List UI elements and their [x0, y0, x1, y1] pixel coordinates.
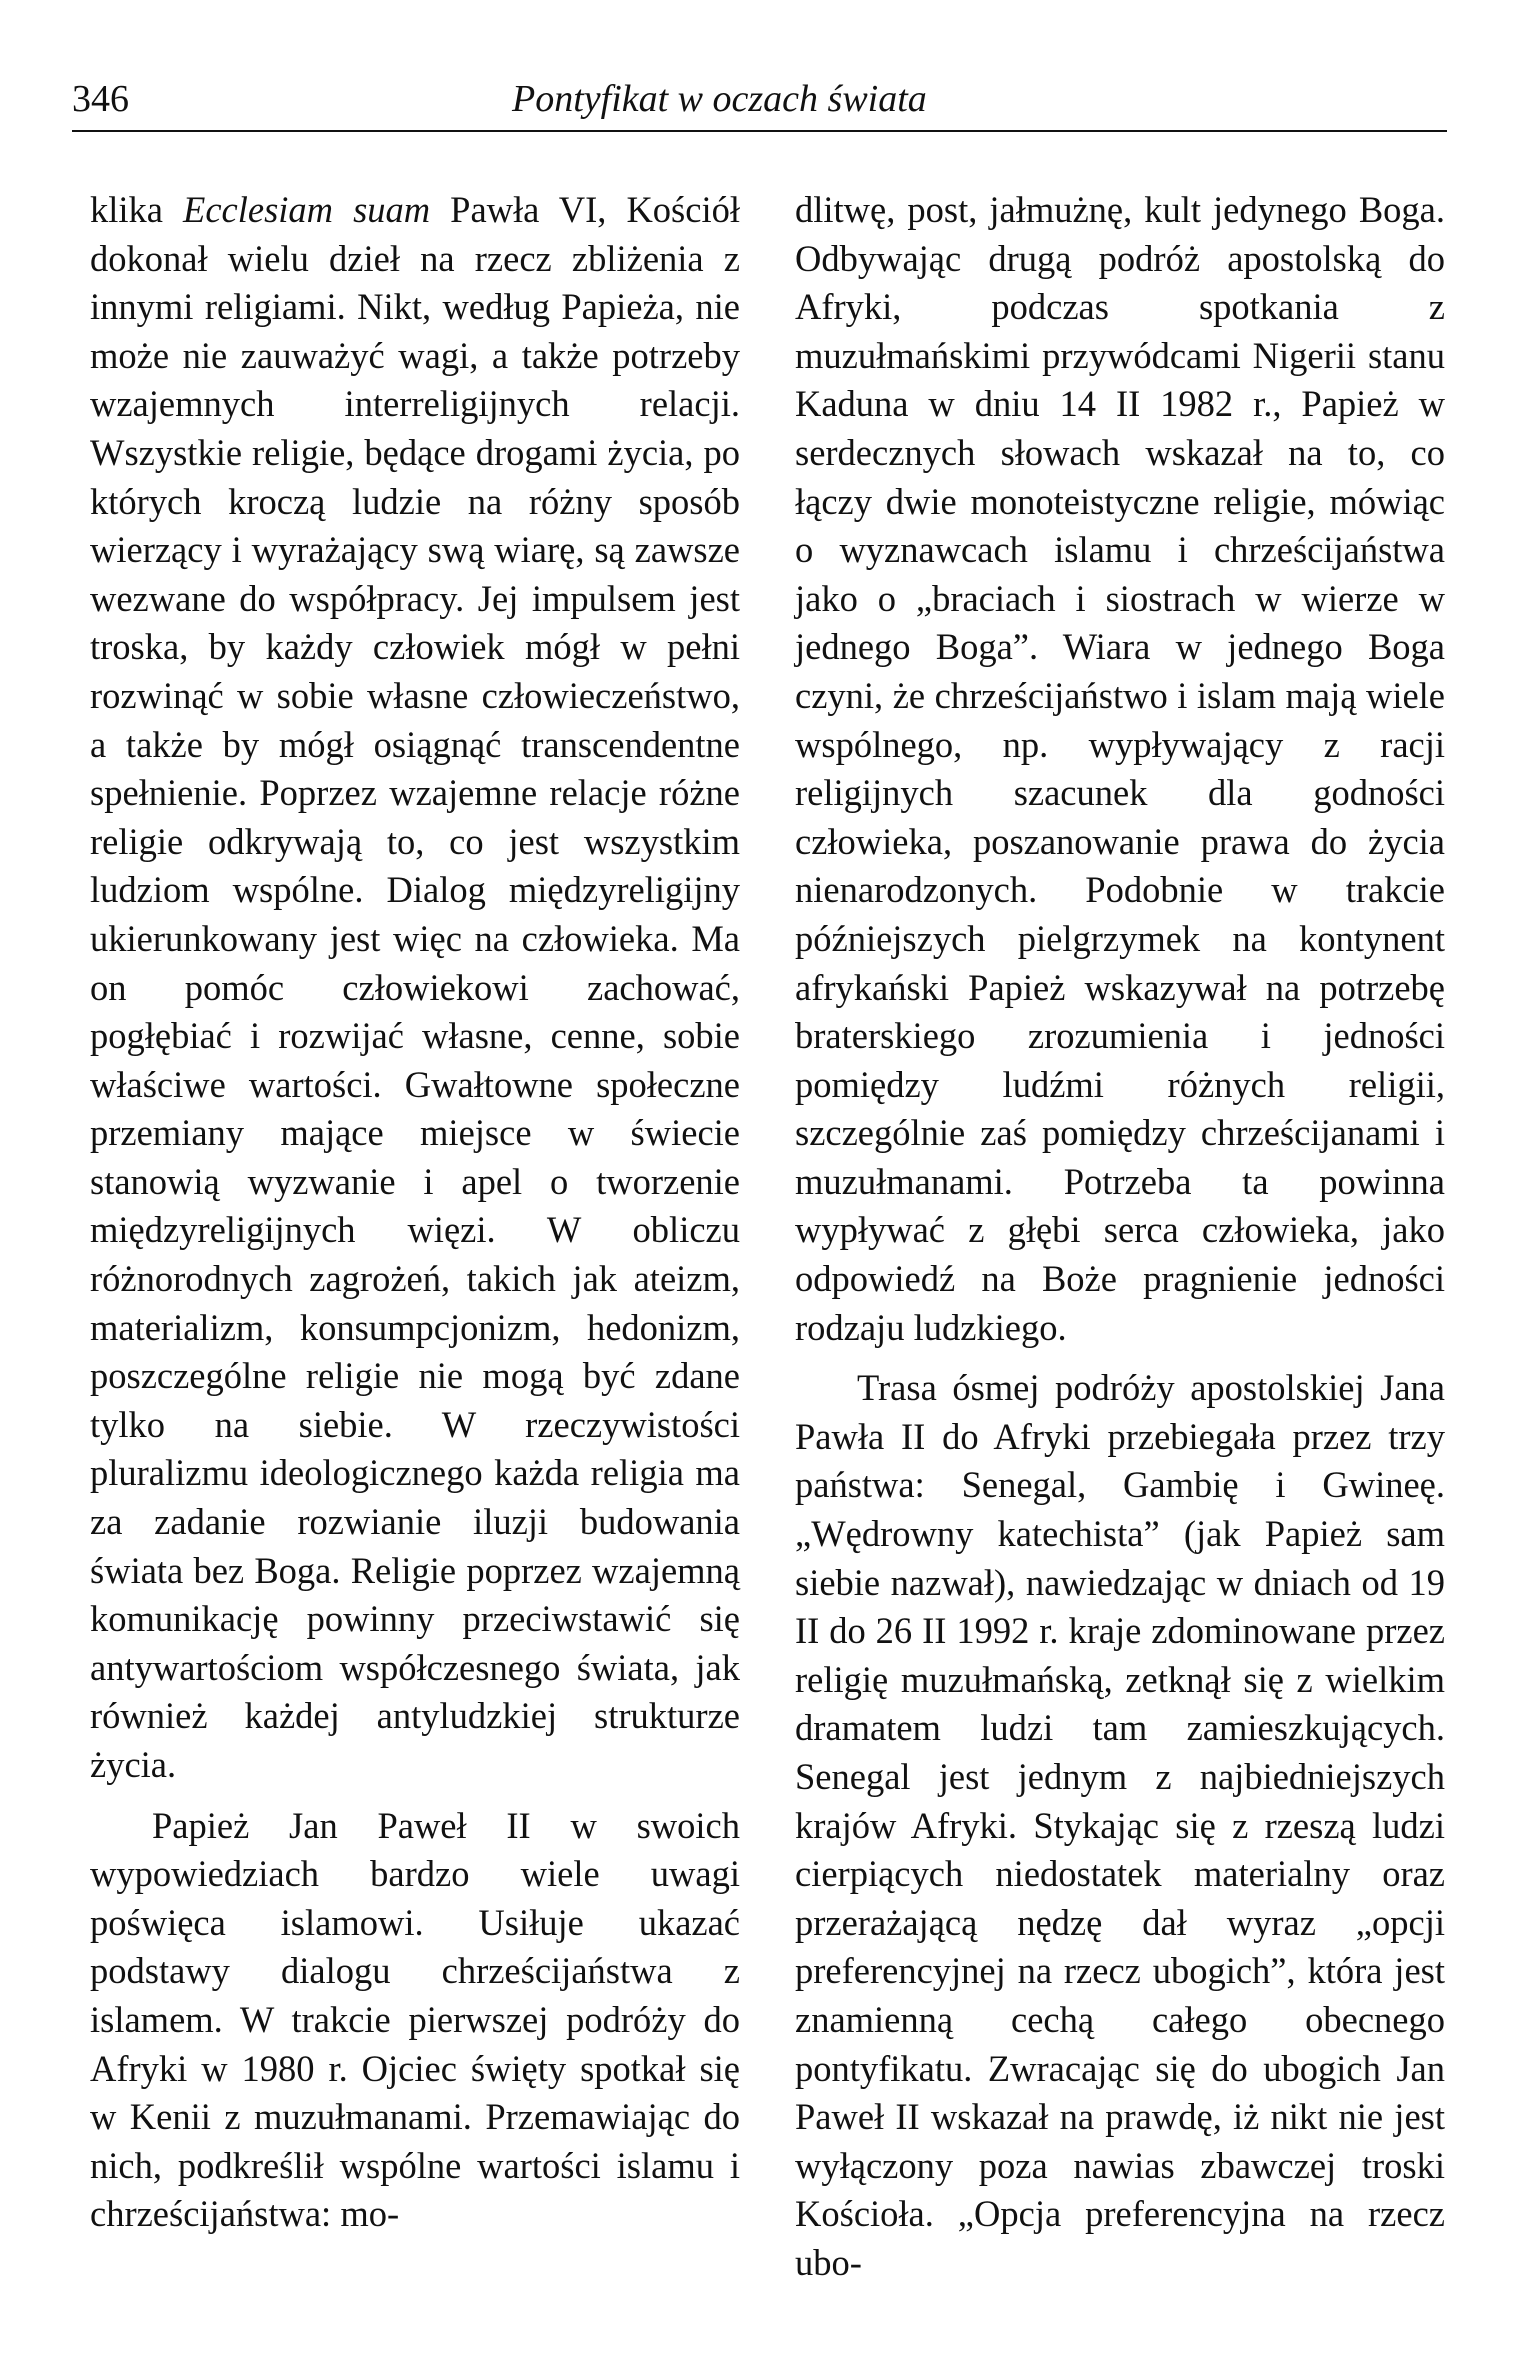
left-paragraph-1-rest: Pawła VI, Kościół dokonał wielu dzieł na rzecz zbliżenia z innymi religiami. Nikt, według Papieża, nie może nie zauważyć wagi, a także potrzeby wzajemnych interreligijnych relacji. Wszystkie religie, będące drogami życia, po których kroczą ludzie na różny sposób wierzący i wyrażający swą wiarę, są zawsze wezwane do współpracy. Jej impulsem jest troska, by każdy człowiek mógł w pełni rozwinąć w sobie własne człowieczeństwo, a także by mógł osiągnąć transcendentne spełnienie. Poprzez wzajemne relacje różne religie odkrywają to, co jest wszystkim ludziom wspólne. Dialog międzyreligijny ukierunkowany jest więc na człowieka. Ma on pomóc człowiekowi zachować, pogłębiać i rozwijać własne, cenne, sobie właściwe wartości. Gwałtowne społeczne przemiany mające miejsce w świecie stanowią wyzwanie i apel o tworzenie międzyreligijnych więzi. W obliczu różnorodnych zagrożeń, takich jak ateizm, materializm, konsumpcjonizm, hedonizm, poszczególne religie nie mogą być zdane tylko na siebie. W rzeczywistości pluralizmu ideologicznego każda religia ma za zadanie rozwianie iluzji budowania świata bez Boga. Religie poprzez wzajemną komunikację powinny przeciwstawić się antywartościom współczesnego świata, jak również każdej antyludzkiej strukturze życia. — [90, 189, 740, 1785]
running-title: Pontyfikat w oczach świata — [512, 78, 927, 120]
page-number: 346 — [72, 78, 129, 120]
left-column — [90, 186, 740, 2239]
page-header — [72, 72, 1447, 132]
right-paragraph-2: Trasa ósmej podróży apostolskiej Jana Pawła II do Afryki przebiegała przez trzy państwa: Senegal, Gambię i Gwineę. „Wędrowny katechista” (jak Papież sam siebie nazwał), nawiedzając w dniach od 19 II do 26 II 1992 r. kraje zdominowane przez religię muzułmańską, zetknął się z wielkim dramatem ludzi tam zamieszkujących. Senegal jest jednym z najbiedniejszych krajów Afryki. Stykając się z rzeszą ludzi cierpiących niedostatek materialny oraz przerażającą nędzę dał wyraz „opcji preferencyjnej na rzecz ubogich”, która jest znamienną cechą całego obecnego pontyfikatu. Zwracając się do ubogich Jan Paweł II wskazał na prawdę, iż nikt nie jest wyłączony poza nawias zbawczej troski Kościoła. „Opcja preferencyjna na rzecz ubo- — [795, 1367, 1445, 2283]
right-paragraph-1: dlitwę, post, jałmużnę, kult jedynego Boga. Odbywając drugą podróż apostolską do Afryki, podczas spotkania z muzułmańskimi przywódcami Nigerii stanu Kaduna w dniu 14 II 1982 r., Papież w serdecznych słowach wskazał na to, co łączy dwie monoteistyczne religie, mówiąc o wyznawcach islamu i chrześcijaństwa jako o „braciach i siostrach w wierze w jednego Boga”. Wiara w jednego Boga czyni, że chrześcijaństwo i islam mają wiele wspólnego, np. wypływający z racji religijnych szacunek dla godności człowieka, poszanowanie prawa do życia nienarodzonych. Podobnie w trakcie późniejszych pielgrzymek na kontynent afrykański Papież wskazywał na potrzebę braterskiego zrozumienia i jedności pomiędzy ludźmi różnych religii, szczególnie zaś pomiędzy chrześcijanami i muzułmanami. Potrzeba ta powinna wypływać z głębi serca człowieka, jako odpowiedź na Boże pragnienie jedności rodzaju ludzkiego. — [795, 189, 1445, 1348]
left-paragraph-1 — [90, 186, 740, 1790]
encyclical-title: Ecclesiam suam — [183, 189, 431, 230]
left-paragraph-1-start: klika — [90, 189, 184, 230]
right-column — [795, 186, 1445, 2288]
left-paragraph-2: Papież Jan Paweł II w swoich wypowiedziach bardzo wiele uwagi poświęca islamowi. Usiłuje ukazać podstawy dialogu chrześcijaństwa z islamem. W trakcie pierwszej podróży do Afryki w 1980 r. Ojciec święty spotkał się w Kenii z muzułmanami. Przemawiając do nich, podkreślił wspólne wartości islamu i chrześcijaństwa: mo- — [90, 1804, 740, 2235]
header-rule — [72, 130, 1447, 132]
